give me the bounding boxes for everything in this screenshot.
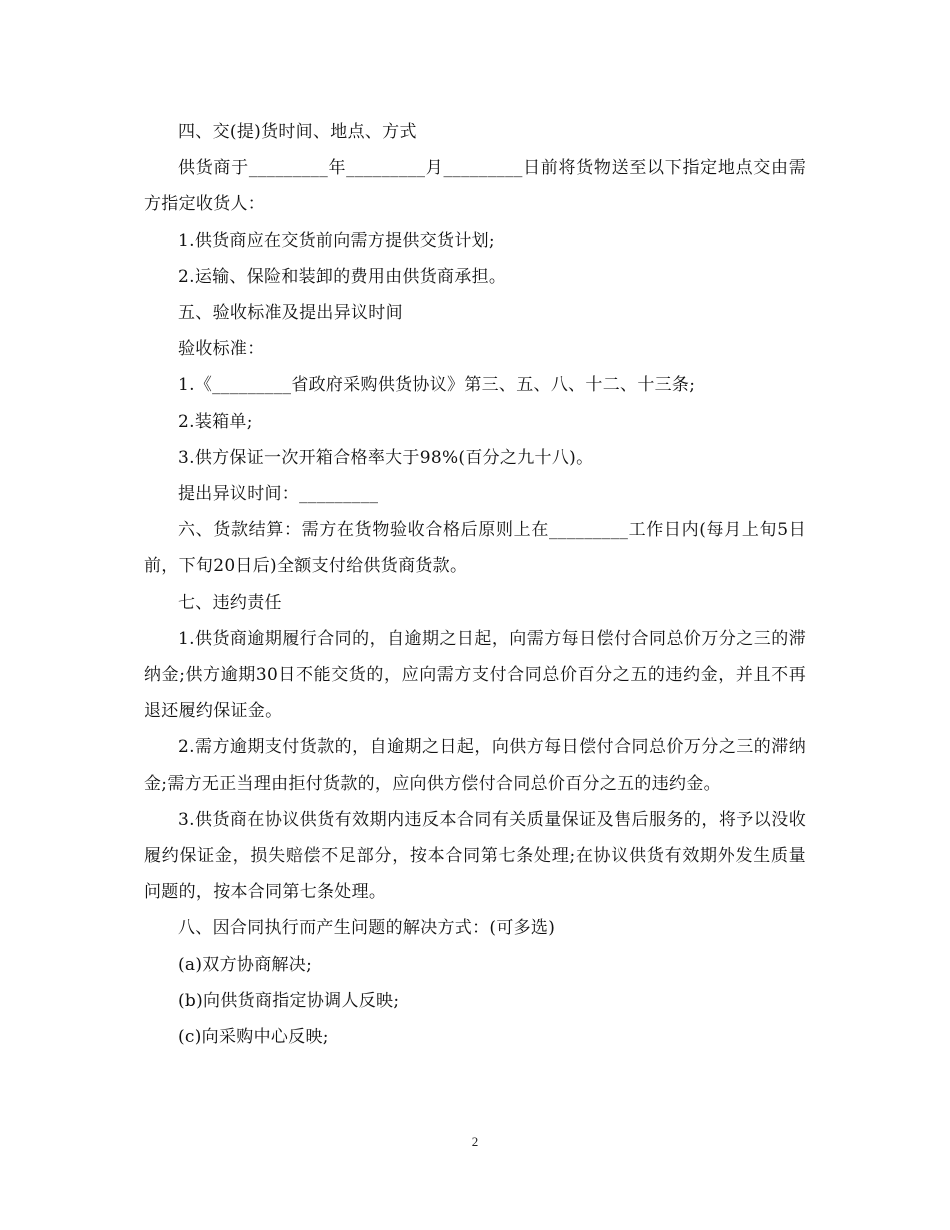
paragraph-delivery-date: 供货商于_________年_________月_________日前将货物送至以下指定地点交由需方指定收货人：: [144, 158, 806, 215]
section-heading-liability: 七、违约责任: [178, 592, 282, 613]
list-item-option-c: (c)向采购中心反映;: [178, 1027, 329, 1048]
page-number: 2: [471, 1134, 479, 1149]
list-item-buyer-delay: 2.需方逾期支付货款的，自逾期之日起，向供方每日偿付合同总价万分之三的滞纳金;需方无正当理由拒付货款的，应向供方偿付合同总价百分之五的违约金。: [144, 737, 806, 794]
section-heading-acceptance: 五、验收标准及提出异议时间: [178, 303, 403, 324]
list-item-packing-list: 2.装箱单;: [178, 411, 253, 432]
section-heading-dispute: 八、因合同执行而产生问题的解决方式：(可多选): [178, 918, 556, 939]
list-item-agreement-articles: 1.《_________省政府采购供货协议》第三、五、八、十二、十三条;: [178, 375, 696, 396]
list-item-quality-violation: 3.供货商在协议供货有效期内违反本合同有关质量保证及售后服务的，将予以没收履约保证金，损失赔偿不足部分，按本合同第七条处理;在协议供货有效期外发生质量问题的，按本合同第七条处理。: [144, 809, 806, 903]
list-item-option-a: (a)双方协商解决;: [178, 954, 313, 975]
section-heading-delivery: 四、交(提)货时间、地点、方式: [178, 122, 417, 142]
list-item-supplier-delay: 1.供货商逾期履行合同的，自逾期之日起，向需方每日偿付合同总价万分之三的滞纳金;供方逾期30日不能交货的，应向需方支付合同总价百分之五的违约金，并且不再退还履约保证金。: [144, 628, 806, 722]
paragraph-objection-time: 提出异议时间：_________: [178, 484, 379, 505]
document-body: [144, 114, 806, 1055]
list-item-pass-rate: 3.供方保证一次开箱合格率大于98%(百分之九十八)。: [178, 447, 594, 468]
section-payment-settlement: 六、货款结算：需方在货物验收合格后原则上在_________工作日内(每月上旬5日前，下旬20日后)全额支付给供货商货款。: [144, 520, 806, 577]
list-item-delivery-plan: 1.供货商应在交货前向需方提供交货计划;: [178, 230, 495, 251]
list-item-transport-cost: 2.运输、保险和装卸的费用由供货商承担。: [178, 266, 507, 287]
paragraph-acceptance-standard: 验收标准：: [178, 339, 265, 360]
list-item-option-b: (b)向供货商指定协调人反映;: [178, 990, 400, 1011]
